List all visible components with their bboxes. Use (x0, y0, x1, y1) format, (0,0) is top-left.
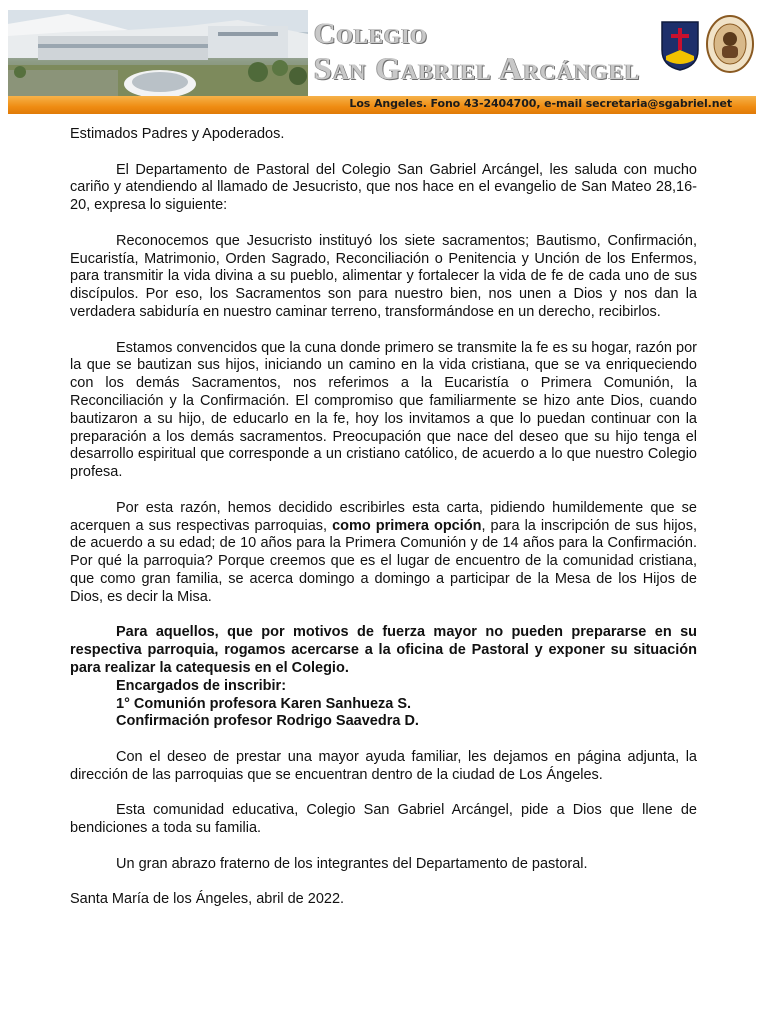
parish-request-text-2: , para la inscripción de sus hijos, de acuerdo a su edad; de 10 años para la Primera Comunión y de 14 años para la Confirmación. Por qué la parroquia? Porque creemos que es el lugar de encuentro de la comunidad cristiana, que como gran familia, se acerca domingo a domingo a participar de la Mesa de los Hijos de Dios, es decir la Misa. (70, 517, 697, 605)
foundation-seal (705, 14, 755, 74)
paragraph-parish-request (70, 500, 697, 607)
school-shield-icon (660, 20, 700, 72)
encargado-comunion: 1° Comunión profesora Karen Sanhueza S. (116, 695, 412, 712)
paragraph-attached-page: Con el deseo de prestar una mayor ayuda familiar, les dejamos en página adjunta, la dirección de las parroquias que se encuentran dentro de la ciudad de Los Ángeles. (70, 748, 697, 783)
paragraph-intro: El Departamento de Pastoral del Colegio San Gabriel Arcángel, les saluda con mucho cariño y atendiendo al llamado de Jesucristo, que nos hace en el evangelio de San Mateo 28,16-20, expresa lo siguiente: (70, 161, 697, 214)
pastoral-office-notice (70, 624, 697, 731)
school-building-photo (8, 10, 308, 96)
paragraph-blessings: Esta comunidad educativa, Colegio San Gabriel Arcángel, pide a Dios que llene de bendiciones a toda su familia. (70, 802, 697, 837)
paragraph-home-faith: Estamos convencidos que la cuna donde primero se transmite la fe es su hogar, razón por la que se bautizan sus hijos, iniciando un camino en la vida cristiana, que se va enriqueciendo con los demás Sacramentos, nos referimos a la Eucaristía o Primera Comunión, la Reconciliación y la Confirmación. El compromiso que familiarmente se hizo ante Dios, cuando bautizaron a su hijo, de educarlo en la fe, hoy los invitamos a que lo puedan continuar con la preparación a los demás sacramentos. Preocupación que nace del deseo que su hijo tenga el desarrollo espiritual que corresponde a un cristiano católico, de acuerdo a lo que nuestro Colegio profesa. (70, 339, 697, 481)
greeting: Estimados Padres y Apoderados. (70, 126, 285, 142)
encargados-title: Encargados de inscribir: (116, 677, 287, 694)
contact-info: Los Angeles. Fono 43-2404700, e-mail secretaria@sgabriel.net (349, 97, 732, 110)
parish-request-text-1: Por esta razón, hemos decidido escribirles esta carta, pidiendo humildemente que se acerquen a sus respectivas parroquias, (70, 499, 697, 534)
encargado-confirmacion: Confirmación profesor Rodrigo Saavedra D. (116, 713, 419, 730)
school-name-line1: Colegio (314, 17, 428, 50)
paragraph-sacraments: Reconocemos que Jesucristo instituyó los siete sacramentos; Bautismo, Confirmación, Eucaristía, Matrimonio, Orden Sagrado, Reconciliación o Penitencia y Unción de los Enfermos, para transmitir la vida divina a su pueblo, alimentar y fortalecer la vida de fe de cada uno de sus discípulos. Por eso, los Sacramentos son para nuestro bien, nos unen a Dios y nos dan la verdadera sabiduría en nuestro caminar terreno, transformándose en un derecho, recibirlos. (70, 232, 697, 320)
letterhead (8, 10, 756, 118)
school-name (314, 18, 640, 86)
paragraph-pastoral-office: Para aquellos, que por motivos de fuerza mayor no pueden prepararse en su respectiva parroquia, rogamos acercarse a la oficina de Pastoral y exponer su situación para realizar la catequesis en el Colegio. (70, 624, 697, 676)
letter-body (70, 126, 697, 927)
paragraph-farewell: Un gran abrazo fraterno de los integrantes del Departamento de pastoral. (116, 855, 588, 872)
closing-date: Santa María de los Ángeles, abril de 2022. (70, 891, 345, 908)
school-name-line2: San Gabriel Arcángel (314, 50, 641, 86)
first-option-emphasis: como primera opción (332, 517, 482, 534)
